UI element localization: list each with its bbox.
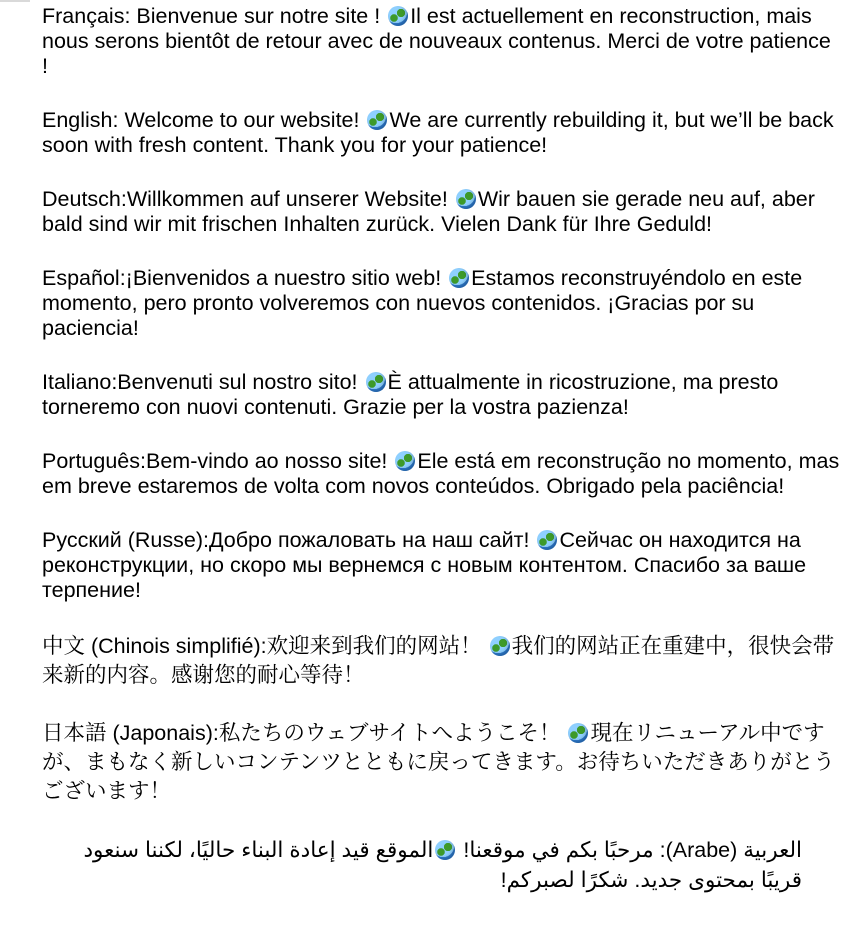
globe-icon bbox=[435, 840, 455, 860]
paragraph-german bbox=[42, 187, 842, 237]
globe-icon bbox=[388, 6, 408, 26]
paragraph-portuguese bbox=[42, 449, 842, 499]
paragraph-arabic bbox=[42, 835, 802, 895]
paragraph-text-body: Сейчас он находится на реконструкции, но скоро мы вернемся с новым контентом. Спасибо за ваше терпение! bbox=[42, 528, 807, 602]
paragraph-text-body: 現在リニューアル中ですが、まもなく新しいコンテンツとともに戻ってきます。お待ちいただきありがとうございます！ bbox=[42, 721, 835, 803]
paragraph-text-body: Ele está em reconstrução no momento, mas em breve estaremos de volta com novos conteúdos. Obrigado pela paciência! bbox=[42, 449, 840, 498]
paragraph-text-body: Wir bauen sie gerade neu auf, aber bald sind wir mit frischen Inhalten zurück. Vielen Dank für Ihre Geduld! bbox=[42, 187, 815, 236]
globe-icon bbox=[537, 530, 557, 550]
paragraph-russian bbox=[42, 528, 842, 603]
globe-icon bbox=[366, 372, 386, 392]
page-corner-mark bbox=[0, 0, 30, 2]
paragraph-text-body: È attualmente in ricostruzione, ma presto torneremo con nuovi contenuti. Grazie per la vostra pazienza! bbox=[42, 370, 779, 419]
globe-icon bbox=[490, 636, 510, 656]
paragraph-text-lead: Deutsch:Willkommen auf unserer Website! bbox=[42, 187, 448, 211]
paragraph-chinese bbox=[42, 632, 842, 690]
globe-icon bbox=[395, 451, 415, 471]
globe-icon bbox=[367, 110, 387, 130]
paragraph-text-body: 我们的网站正在重建中，很快会带来新的内容。感谢您的耐心等待！ bbox=[42, 634, 835, 687]
paragraph-text-lead: Русский (Russe):Добро пожаловать на наш сайт! bbox=[42, 528, 530, 552]
globe-icon bbox=[568, 723, 588, 743]
paragraph-text-lead: Español:¡Bienvenidos a nuestro sitio web! bbox=[42, 266, 442, 290]
paragraph-text-lead: Français: Bienvenue sur notre site ! bbox=[42, 4, 381, 28]
paragraph-english bbox=[42, 108, 842, 158]
paragraph-text-body: We are currently rebuilding it, but we’ll be back soon with fresh content. Thank you for your patience! bbox=[42, 108, 834, 157]
globe-icon bbox=[456, 189, 476, 209]
paragraph-french bbox=[42, 4, 842, 79]
paragraph-spanish bbox=[42, 266, 842, 341]
paragraph-text-lead: Italiano:Benvenuti sul nostro sito! bbox=[42, 370, 358, 394]
globe-icon bbox=[449, 268, 469, 288]
paragraph-text-lead: Português:Bem-vindo ao nosso site! bbox=[42, 449, 388, 473]
paragraph-text-body: الموقع قيد إعادة البناء حاليًا، لكننا سنعود قريبًا بمحتوى جديد. شكرًا لصبركم! bbox=[83, 838, 802, 892]
paragraph-text-body: Estamos reconstruyéndolo en este momento, pero pronto volveremos con nuevos contenidos. ¡Gracias por su paciencia! bbox=[42, 266, 803, 340]
paragraph-italian bbox=[42, 370, 842, 420]
paragraph-japanese bbox=[42, 719, 842, 806]
paragraph-text-body: Il est actuellement en reconstruction, mais nous serons bientôt de retour avec de nouveaux contenus. Merci de votre patience ! bbox=[42, 4, 831, 78]
paragraph-text-lead: 日本語 (Japonais):私たちのウェブサイトへようこそ！ bbox=[42, 721, 561, 745]
document-body bbox=[42, 4, 842, 924]
paragraph-text-lead: English: Welcome to our website! bbox=[42, 108, 360, 132]
paragraph-text-lead: 中文 (Chinois simplifié):欢迎来到我们的网站！ bbox=[42, 634, 482, 658]
paragraph-text-lead: العربية (Arabe): مرحبًا بكم في موقعنا! bbox=[463, 838, 802, 862]
